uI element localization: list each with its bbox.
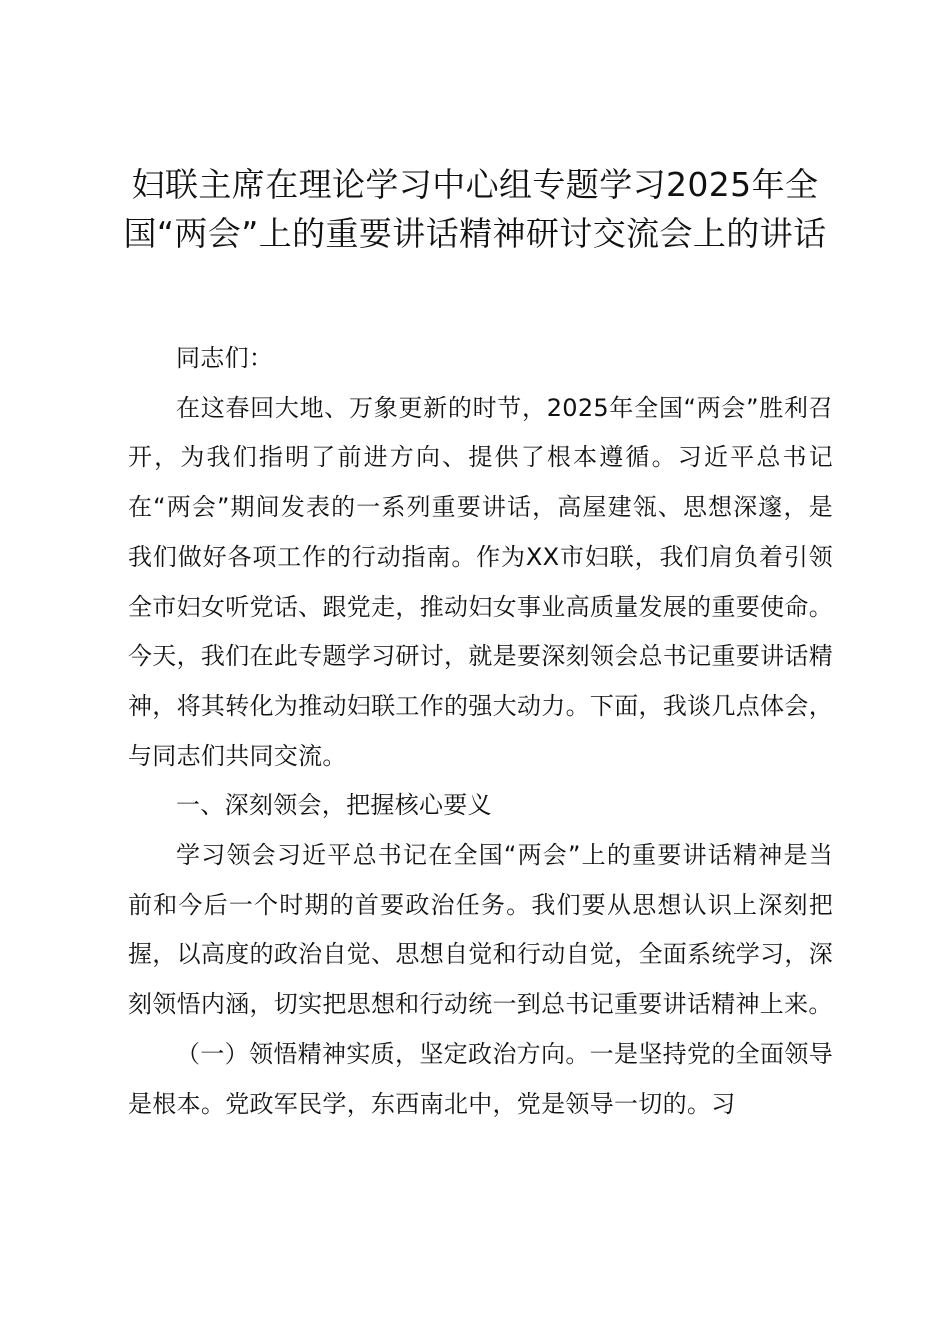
salutation: 同志们： — [176, 344, 274, 372]
section-heading-1: 一、深刻领会，把握核心要义 — [176, 791, 492, 820]
paragraph-section-1: 学习领会习近平总书记在全国“两会”上的重要讲话精神是当前和今后一个时期的首要政治任务。我们要从思想认识上深刻把握，以高度的政治自觉、思想自觉和行动自觉，全面系统学习，深刻领悟内涵，切实把思想和行动统一到总书记重要讲话精神上来。 — [128, 841, 833, 1019]
document-body — [128, 334, 833, 1129]
document-title: 妇联主席在理论学习中心组专题学习2025年全国“两会”上的重要讲话精神研讨交流会上的讲话 — [123, 165, 827, 253]
paragraph-intro: 在这春回大地、万象更新的时节，2025年全国“两会”胜利召开，为我们指明了前进方向、提供了根本遵循。习近平总书记在“两会”期间发表的一系列重要讲话，高屋建瓴、思想深邃，是我们做好各项工作的行动指南。作为XX市妇联，我们肩负着引领全市妇女听党话、跟党走，推动妇女事业高质量发展的重要使命。今天，我们在此专题学习研讨，就是要深刻领会总书记重要讲话精神，将其转化为推动妇联工作的强大动力。下面，我谈几点体会，与同志们共同交流。 — [128, 393, 833, 770]
paragraph-subsection-1: （一）领悟精神实质，坚定政治方向。一是坚持党的全面领导是根本。党政军民学，东西南北中，党是领导一切的。习 — [128, 1039, 833, 1118]
